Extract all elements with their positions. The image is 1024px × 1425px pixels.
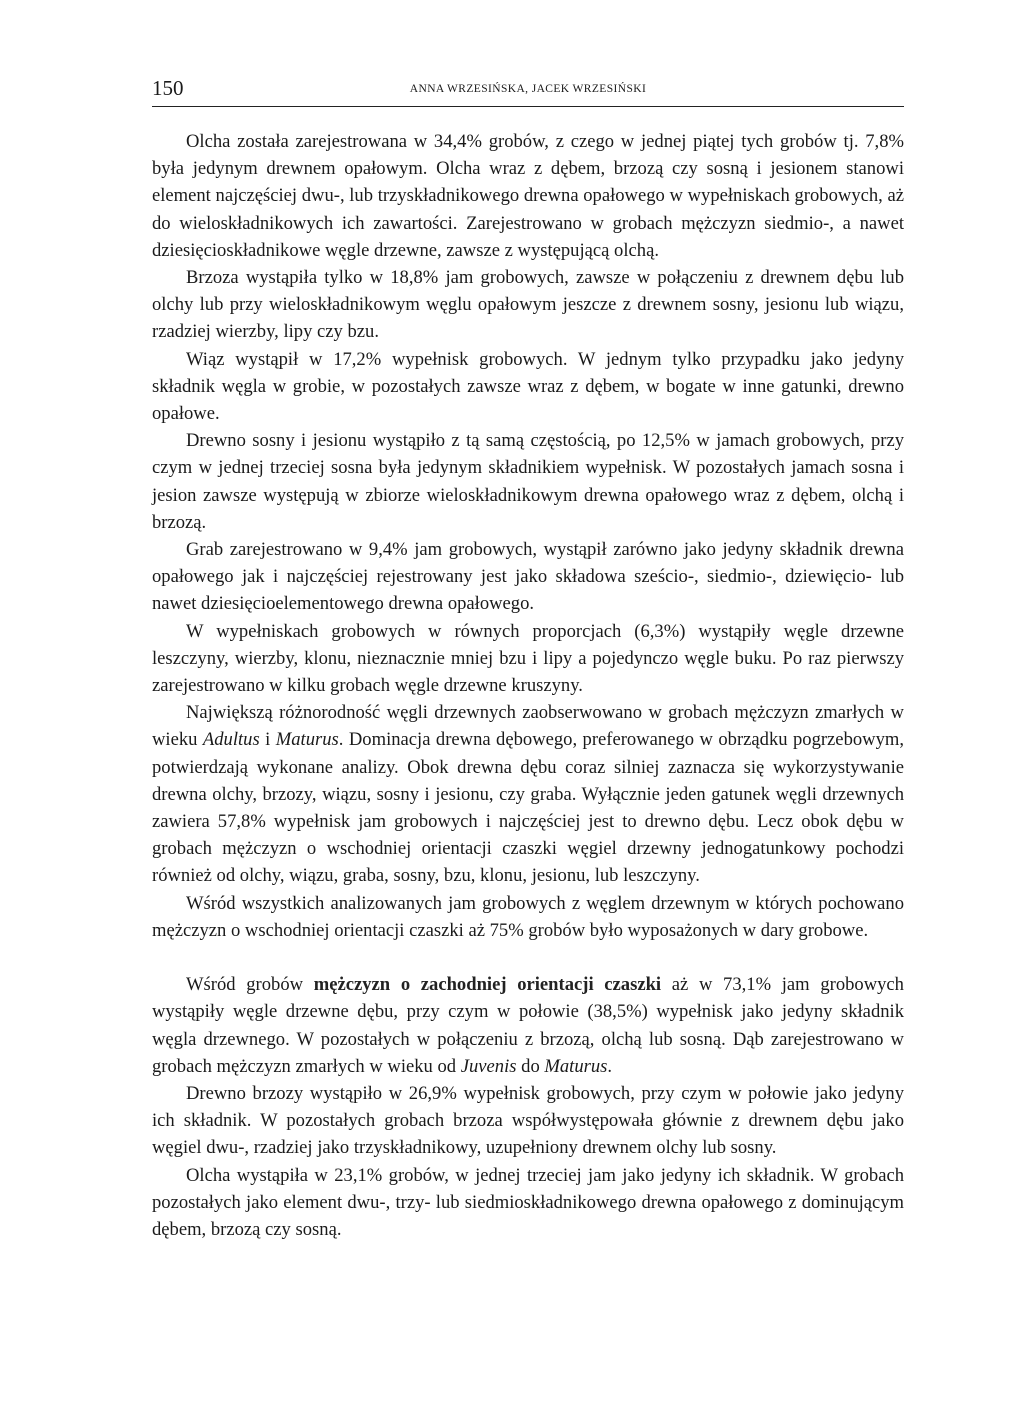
text-run: . [607, 1055, 613, 1077]
paragraph-wiaz: Wiąz wystąpił w 17,2% wypełnisk grobowych. W jednym tylko przypadku jako jedyny składnik węgla w grobie, w pozostałych zawsze wraz z dębem, w bogate w inne gatunki, drewno opałowe. [152, 348, 904, 425]
paragraph-wyposazenie: Wśród wszystkich analizowanych jam grobowych z węglem drzewnym w których pochowano mężczyzn o wschodniej orientacji czaszki aż 75% grobów było wyposażonych w dary grobowe. [152, 892, 904, 941]
text-run: i [259, 729, 276, 751]
paragraph-brzoza: Brzoza wystąpiła tylko w 18,8% jam grobowych, zawsze w połączeniu z drewnem dębu lub olchy lub przy wieloskładnikowym węglu opałowym jeszcze z drewnem sosny, jesionu lub wiązu, rzadziej wierzby, lipy czy bzu. [152, 267, 904, 343]
paragraph-brzoza-zachodnia: Drewno brzozy wystąpiło w 26,9% wypełnisk grobowych, przy czym w połowie jako jedyny ich składnik. W pozostałych grobach brzoza współwystępowała głównie z drewnem dębu jako węgiel dwu-, rzadziej jako trzyskładnikowy, uzupełniony drewnem olchy lub sosny. [152, 1082, 904, 1159]
italic-term: Maturus [544, 1055, 608, 1077]
paragraph-leszczyna: W wypełniskach grobowych w równych proporcjach (6,3%) wystąpiły węgle drzewne leszczyny, wierzby, klonu, nieznacznie mniej bzu i lipy a pojedynczo węgle buku. Po raz pierwszy zarejestrowano w kilku grobach węgle drzewne kruszyny. [152, 620, 904, 697]
paragraph-olcha: Olcha została zarejestrowana w 34,4% grobów, z czego w jednej piątej tych grobów tj. 7,8% była jedynym drewnem opałowym. Olcha wraz z dębem, brzozą czy sosną i jesionem stanowi element najczęściej dwu-, lub trzyskładnikowego drewna opałowego w wypełniskach grobowych, aż do wieloskładnikowych ich zawartości. Zarejestrowano w grobach mężczyzn siedmio-, a nawet dziesięcioskładnikowe węgle drzewne, zawsze z występującą olchą. [152, 131, 904, 261]
italic-term: Adultus [202, 729, 260, 751]
body-text [152, 128, 904, 1243]
page-number: 150 [152, 76, 184, 100]
text-run: . Dominacja drewna dębowego, preferowanego w obrządku pogrzebowym, potwierdzają wykonane analizy. Obok drewna dębu coraz silniej zaznacza się wykorzystywanie drewna olchy, brzozy, wiązu, sosny i jesionu, czy graba. Wyłącznie jeden gatunek węgli drzewnych zawiera 57,8% wypełnisk jam grobowych i najczęściej jest to drewno dębu. Lecz obok dębu w grobach mężczyzn o wschodniej orientacji czaszki węgiel drzewny jednogatunkowy pochodzi również od olchy, wiązu, graba, sosny, bzu, klonu, jesionu, lub leszczyny. [152, 729, 904, 887]
italic-term: Maturus [275, 729, 339, 751]
paragraph-zachodnia [152, 971, 904, 1080]
text-run: do [516, 1055, 545, 1077]
text-run: Wśród grobów [186, 974, 314, 996]
paragraph-grab: Grab zarejestrowano w 9,4% jam grobowych, wystąpił zarówno jako jedyny składnik drewna opałowego jak i najczęściej rejestrowany jest jako składowa sześcio-, siedmio-, dziewięcio- lub nawet dziesięcioelementowego drewna opałowego. [152, 539, 904, 615]
paragraph-sosna-jesion: Drewno sosny i jesionu wystąpiło z tą samą częstością, po 12,5% w jamach grobowych, przy czym w jednej trzeciej sosna była jedynym składnikiem wypełnisk. W pozostałych jamach sosna i jesion zawsze występują w zbiorze wieloskładnikowym drewna opałowego wraz z dębem, olchą i brzozą. [152, 430, 904, 533]
running-head: ANNA WRZESIŃSKA, JACEK WRZESIŃSKI [409, 83, 647, 95]
text-run: Największą różnorodność węgli drzewnych zaobserwowano w grobach mężczyzn zmarłych w wieku [152, 702, 904, 751]
italic-term: Juvenis [460, 1055, 517, 1077]
page-header [152, 76, 904, 107]
text-run: aż w 73,1% jam grobowych wystąpiły węgle drzewne dębu, przy czym w połowie (38,5%) wypełnisk jako jedyny składnik węgla drzewnego. W pozostałych w połączeniu z brzozą, olchą lub sosną. Dąb zarejestrowano w grobach mężczyzn zmarłych w wieku od [152, 974, 904, 1077]
section-lead-phrase: mężczyzn o zachodniej orientacji czaszki [313, 974, 662, 996]
paragraph-roznorodnosc [152, 699, 904, 889]
paragraph-olcha-zachodnia: Olcha wystąpiła w 23,1% grobów, w jednej trzeciej jam jako jedyny ich składnik. W grobach pozostałych jako element dwu-, trzy- lub siedmioskładnikowego drewna opałowego z dominującym dębem, brzozą czy sosną. [152, 1164, 904, 1240]
